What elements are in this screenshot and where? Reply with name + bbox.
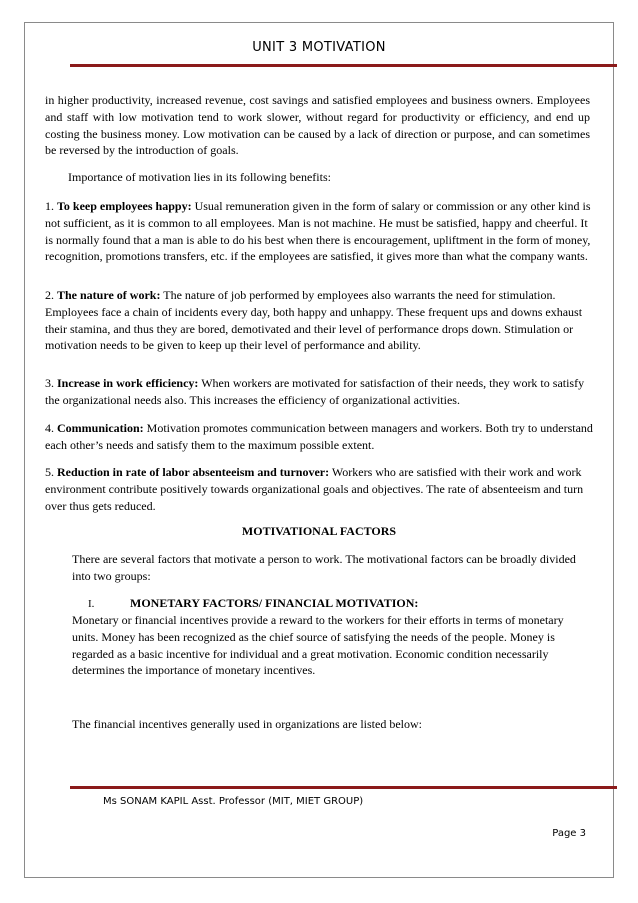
benefit-3 [45, 375, 593, 409]
financial-list-intro: The financial incentives generally used in organizations are listed below: [72, 717, 422, 731]
benefit-4 [45, 420, 593, 454]
section-heading: MOTIVATIONAL FACTORS [241, 524, 397, 538]
benefit-number: 2. [45, 288, 54, 302]
monetary-paragraph: Monetary or financial incentives provide a reward to the workers for their efforts in terms of monetary units. Money has been recognized as the chief source of satisfying the needs of the people. Money is regarded as a basic incentive for individual and a great motivation. Economic condition necessarily determines the importance of monetary incentives. [72, 613, 564, 678]
benefit-text: Motivation promotes communication between managers and workers. Both try to understand each other’s needs and satisfy them to the maximum possible extent. [45, 421, 593, 452]
benefit-title: Communication: [57, 421, 144, 435]
benefit-number: 1. [45, 199, 54, 213]
footer-rule [70, 786, 617, 789]
footer-author: Ms SONAM KAPIL Asst. Professor (MIT, MIET GROUP) [103, 796, 364, 807]
benefit-number: 5. [45, 465, 54, 479]
benefit-title: To keep employees happy: [57, 199, 192, 213]
monetary-heading-row [88, 595, 588, 613]
benefit-title: Reduction in rate of labor absenteeism and turnover: [57, 465, 330, 479]
benefit-text: When workers are motivated for satisfaction of their needs, they work to satisfy the organizational needs also. This increases the efficiency of organizational activities. [45, 376, 585, 407]
monetary-heading: MONETARY FACTORS/ FINANCIAL MOTIVATION: [130, 596, 419, 610]
page-number: Page 3 [552, 828, 586, 839]
benefit-5 [45, 464, 593, 514]
benefit-title: The nature of work: [57, 288, 161, 302]
importance-intro: Importance of motivation lies in its following benefits: [68, 170, 331, 184]
page-header-title: UNIT 3 MOTIVATION [252, 40, 386, 55]
factors-intro: There are several factors that motivate a person to work. The motivational factors can be broadly divided into two groups: [72, 552, 576, 583]
roman-numeral: I. [88, 598, 95, 610]
benefit-title: Increase in work efficiency: [57, 376, 199, 390]
benefit-text: Usual remuneration given in the form of salary or commission or any other kind is not sufficient, as it is common to all employees. Man is not machine. He must be satisfied, happy and cheerful. It is normally found that a man is able to do his best when there is encouragement, upliftment in the form of money, recognition, promotions transfers, etc. if the employees are satisfied, it gives more than what the company wants. [45, 199, 591, 264]
benefit-1 [45, 198, 593, 265]
header-rule [70, 64, 617, 67]
intro-paragraph: in higher productivity, increased revenue, cost savings and satisfied employees and business owners. Employees and staff with low motivation tend to work slower, without regard for productivity or efficiency, and end up costing the business money. Low motivation can be caused by a lack of direction or purpose, and can sometimes be reversed by the introduction of goals. [45, 93, 590, 158]
benefit-text: The nature of job performed by employees also warrants the need for stimulation. Employees face a chain of incidents every day, both happy and unhappy. These frequent ups and downs exhaust their stamina, and thus they are bored, demotivated and their level of performance drops down. Stimulation or motivation needs to be given to keep up their level of performance and ability. [45, 288, 583, 353]
benefit-number: 4. [45, 421, 54, 435]
benefit-text: Workers who are satisfied with their work and work environment contribute positively towards organizational goals and objectives. The rate of absenteeism and turn over thus gets reduced. [45, 465, 584, 513]
benefit-number: 3. [45, 376, 54, 390]
benefit-2 [45, 287, 593, 354]
